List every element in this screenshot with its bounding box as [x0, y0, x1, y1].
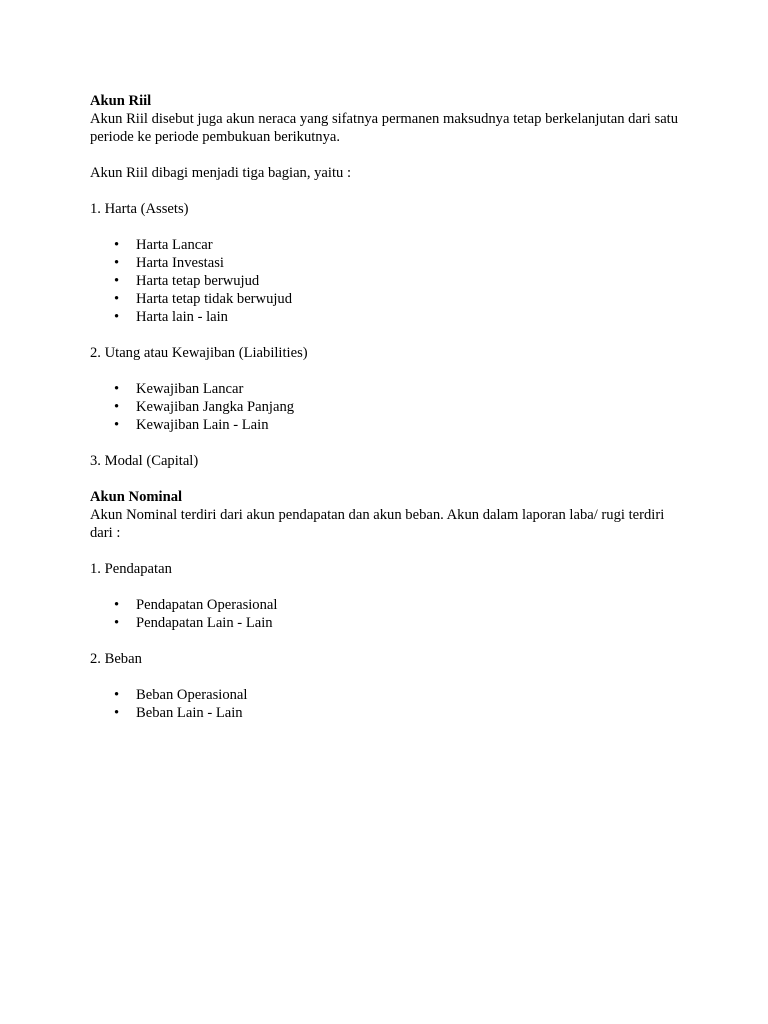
bullet-icon: •	[114, 399, 120, 415]
pendapatan-list	[90, 596, 690, 632]
list-item-label: Beban Lain - Lain	[136, 705, 243, 721]
spacer	[90, 326, 690, 344]
list-item-label: Pendapatan Lain - Lain	[136, 615, 273, 631]
list-item-label: Beban Operasional	[136, 687, 248, 703]
list-item	[90, 704, 690, 722]
beban-list	[90, 686, 690, 722]
bullet-icon: •	[114, 615, 120, 631]
list-item	[90, 272, 690, 290]
list-item-label: Kewajiban Jangka Panjang	[136, 399, 295, 415]
list-item-label: Harta tetap tidak berwujud	[136, 291, 293, 307]
bullet-icon: •	[114, 687, 120, 703]
bullet-icon: •	[114, 273, 120, 289]
spacer	[90, 578, 690, 596]
list-item	[90, 254, 690, 272]
document-page	[90, 92, 690, 722]
spacer	[90, 470, 690, 488]
bullet-icon: •	[114, 381, 120, 397]
akun-riil-intro: Akun Riil dibagi menjadi tiga bagian, yaitu :	[90, 165, 352, 181]
spacer	[90, 434, 690, 452]
list-item-label: Pendapatan Operasional	[136, 597, 278, 613]
list-item	[90, 290, 690, 308]
bullet-icon: •	[114, 309, 120, 325]
harta-list	[90, 236, 690, 326]
list-item-label: Harta Investasi	[136, 255, 224, 271]
list-item-label: Harta tetap berwujud	[136, 273, 260, 289]
beban-title: 2. Beban	[90, 651, 142, 667]
bullet-icon: •	[114, 417, 120, 433]
utang-title: 2. Utang atau Kewajiban (Liabilities)	[90, 345, 308, 361]
spacer	[90, 182, 690, 200]
bullet-icon: •	[114, 255, 120, 271]
modal-title: 3. Modal (Capital)	[90, 453, 199, 469]
bullet-icon: •	[114, 597, 120, 613]
list-item	[90, 686, 690, 704]
spacer	[90, 632, 690, 650]
bullet-icon: •	[114, 705, 120, 721]
pendapatan-title: 1. Pendapatan	[90, 561, 172, 577]
list-item	[90, 596, 690, 614]
list-item	[90, 416, 690, 434]
list-item	[90, 380, 690, 398]
bullet-icon: •	[114, 237, 120, 253]
list-item-label: Kewajiban Lain - Lain	[136, 417, 269, 433]
spacer	[90, 668, 690, 686]
akun-nominal-description: Akun Nominal terdiri dari akun pendapatan dan akun beban. Akun dalam laporan laba/ rugi terdiri dari :	[90, 507, 665, 541]
list-item	[90, 398, 690, 416]
list-item	[90, 236, 690, 254]
spacer	[90, 542, 690, 560]
akun-nominal-heading: Akun Nominal	[90, 489, 183, 505]
akun-riil-heading: Akun Riil	[90, 93, 152, 109]
harta-title: 1. Harta (Assets)	[90, 201, 189, 217]
spacer	[90, 362, 690, 380]
spacer	[90, 146, 690, 164]
list-item-label: Kewajiban Lancar	[136, 381, 244, 397]
list-item-label: Harta lain - lain	[136, 309, 228, 325]
utang-list	[90, 380, 690, 434]
list-item-label: Harta Lancar	[136, 237, 213, 253]
akun-riil-description: Akun Riil disebut juga akun neraca yang sifatnya permanen maksudnya tetap berkelanjutan dari satu periode ke periode pembukuan berikutnya.	[90, 111, 679, 145]
list-item	[90, 308, 690, 326]
bullet-icon: •	[114, 291, 120, 307]
spacer	[90, 218, 690, 236]
list-item	[90, 614, 690, 632]
